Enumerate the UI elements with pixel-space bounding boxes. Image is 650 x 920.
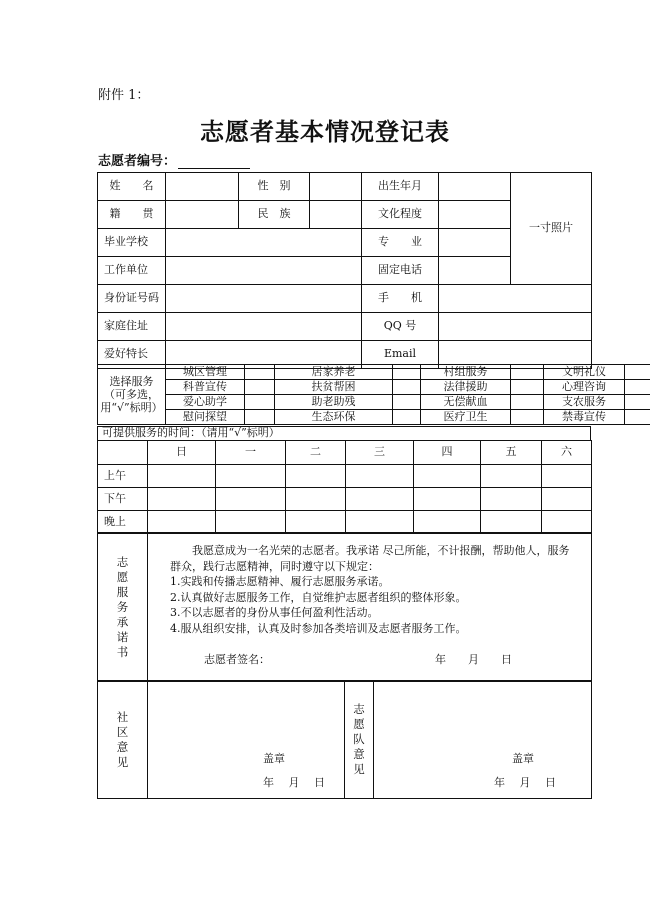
promise-content <box>148 533 592 682</box>
time-cell[interactable] <box>216 488 286 511</box>
major-field[interactable] <box>439 229 511 257</box>
signature-label: 志愿者签名： <box>204 653 270 666</box>
day-header: 二 <box>286 441 346 465</box>
community-seal-label: 盖章 <box>263 752 285 765</box>
native-place-field[interactable] <box>166 201 239 229</box>
qq-label: QQ 号 <box>362 313 439 341</box>
service-option: 居家养老 <box>275 365 393 380</box>
education-field[interactable] <box>439 201 511 229</box>
time-grid <box>97 440 592 534</box>
slot-label: 下午 <box>98 488 148 511</box>
service-check[interactable] <box>511 395 544 410</box>
team-opinion-field[interactable] <box>374 681 592 799</box>
time-cell[interactable] <box>481 488 542 511</box>
birth-field[interactable] <box>439 173 511 201</box>
day-header: 四 <box>414 441 481 465</box>
services-table <box>97 364 650 425</box>
time-cell[interactable] <box>216 511 286 534</box>
team-date: 年 月 日 <box>494 776 556 789</box>
ethnic-field[interactable] <box>310 201 362 229</box>
service-option: 城区管理 <box>166 365 245 380</box>
service-option: 支农服务 <box>544 395 625 410</box>
day-header: 五 <box>481 441 542 465</box>
native-place-label: 籍 贯 <box>98 201 166 229</box>
service-option: 助老助残 <box>275 395 393 410</box>
time-cell[interactable] <box>542 488 592 511</box>
services-label: 选择服务（可多选，用“√”标明） <box>98 365 166 425</box>
major-label: 专 业 <box>362 229 439 257</box>
id-number-label: 身份证号码 <box>98 285 166 313</box>
day-header: 三 <box>346 441 414 465</box>
phone-field[interactable] <box>439 257 511 285</box>
volunteer-number-label: 志愿者编号： <box>98 154 177 169</box>
time-cell[interactable] <box>414 488 481 511</box>
school-field[interactable] <box>166 229 362 257</box>
community-opinion-field[interactable] <box>148 681 345 799</box>
slot-label: 晚上 <box>98 511 148 534</box>
day-header: 日 <box>148 441 216 465</box>
community-date: 年 月 日 <box>263 776 325 789</box>
service-check[interactable] <box>245 365 275 380</box>
service-check[interactable] <box>625 365 650 380</box>
work-unit-field[interactable] <box>166 257 362 285</box>
time-cell[interactable] <box>481 465 542 488</box>
service-option: 无偿献血 <box>421 395 511 410</box>
day-header: 六 <box>542 441 592 465</box>
time-label-row <box>97 426 591 441</box>
name-label: 姓 名 <box>98 173 166 201</box>
promise-item: 1.实践和传播志愿精神、履行志愿服务承诺。 <box>170 575 390 588</box>
gender-field[interactable] <box>310 173 362 201</box>
time-cell[interactable] <box>286 511 346 534</box>
time-cell[interactable] <box>346 488 414 511</box>
service-check[interactable] <box>245 380 275 395</box>
address-field[interactable] <box>166 313 362 341</box>
time-cell[interactable] <box>148 488 216 511</box>
service-option: 文明礼仪 <box>544 365 625 380</box>
service-option: 村组服务 <box>421 365 511 380</box>
hobby-label: 爱好特长 <box>98 341 166 369</box>
promise-item: 2.认真做好志愿服务工作，自觉维护志愿者组织的整体形象。 <box>170 590 467 604</box>
qq-field[interactable] <box>439 313 592 341</box>
community-opinion-label: 社 区 意 见 <box>98 681 148 799</box>
promise-item: 3.不以志愿者的身份从事任何盈利性活动。 <box>170 606 379 619</box>
promise-item: 4.服从组织安排，认真及时参加各类培训及志愿者服务工作。 <box>170 621 467 635</box>
time-cell[interactable] <box>414 511 481 534</box>
service-check[interactable] <box>393 380 421 395</box>
time-cell[interactable] <box>542 465 592 488</box>
education-label: 文化程度 <box>362 201 439 229</box>
birth-label: 出生年月 <box>362 173 439 201</box>
ethnic-label: 民 族 <box>239 201 310 229</box>
time-cell[interactable] <box>148 511 216 534</box>
attachment-label: 附件 1： <box>98 88 150 103</box>
time-grid-corner <box>98 441 148 465</box>
basic-info-table <box>97 172 592 369</box>
time-cell[interactable] <box>414 465 481 488</box>
volunteer-number-line <box>98 150 250 169</box>
service-option: 科普宣传 <box>166 380 245 395</box>
opinion-table <box>97 680 592 799</box>
time-cell[interactable] <box>286 488 346 511</box>
time-cell[interactable] <box>346 511 414 534</box>
photo-box[interactable]: 一寸照片 <box>511 173 592 285</box>
service-option: 生态环保 <box>275 410 393 425</box>
team-seal-label: 盖章 <box>512 752 534 765</box>
time-cell[interactable] <box>481 511 542 534</box>
mobile-field[interactable] <box>439 285 592 313</box>
service-option: 医疗卫生 <box>421 410 511 425</box>
day-header: 一 <box>216 441 286 465</box>
service-check[interactable] <box>393 365 421 380</box>
mobile-label: 手 机 <box>362 285 439 313</box>
time-cell[interactable] <box>216 465 286 488</box>
service-option: 爱心助学 <box>166 395 245 410</box>
time-cell[interactable] <box>148 465 216 488</box>
promise-label: 志 愿 服 务 承 诺 书 <box>98 533 148 682</box>
work-unit-label: 工作单位 <box>98 257 166 285</box>
volunteer-number-field[interactable] <box>178 156 250 169</box>
time-label: 可提供服务的时间：（请用“√”标明） <box>98 427 591 441</box>
time-cell[interactable] <box>346 465 414 488</box>
address-label: 家庭住址 <box>98 313 166 341</box>
phone-label: 固定电话 <box>362 257 439 285</box>
service-check[interactable] <box>625 380 650 395</box>
school-label: 毕业学校 <box>98 229 166 257</box>
slot-label: 上午 <box>98 465 148 488</box>
time-cell[interactable] <box>286 465 346 488</box>
service-check[interactable] <box>245 410 275 425</box>
service-option: 心理咨询 <box>544 380 625 395</box>
service-option: 慰问探望 <box>166 410 245 425</box>
time-cell[interactable] <box>542 511 592 534</box>
service-option: 法律援助 <box>421 380 511 395</box>
service-option: 扶贫帮困 <box>275 380 393 395</box>
promise-table <box>97 532 592 682</box>
signature-date: 年 月 日 <box>435 653 512 666</box>
email-label: Email <box>362 341 439 369</box>
signature-line <box>170 652 579 668</box>
service-check[interactable] <box>245 395 275 410</box>
service-check[interactable] <box>625 395 650 410</box>
name-field[interactable] <box>166 173 239 201</box>
gender-label: 性 别 <box>239 173 310 201</box>
id-number-field[interactable] <box>166 285 362 313</box>
service-check[interactable] <box>511 410 544 425</box>
service-check[interactable] <box>393 410 421 425</box>
service-check[interactable] <box>393 395 421 410</box>
page-title: 志愿者基本情况登记表 <box>200 118 450 146</box>
promise-intro: 我愿意成为一名光荣的志愿者。我承诺 尽己所能，不计报酬，帮助他人，服务群众，践行志愿精神，同时遵守以下规定： <box>170 544 570 573</box>
service-check[interactable] <box>511 380 544 395</box>
service-check[interactable] <box>511 365 544 380</box>
team-opinion-label: 志 愿 队 意 见 <box>345 681 374 799</box>
service-check[interactable] <box>625 410 650 425</box>
service-option: 禁毒宣传 <box>544 410 625 425</box>
